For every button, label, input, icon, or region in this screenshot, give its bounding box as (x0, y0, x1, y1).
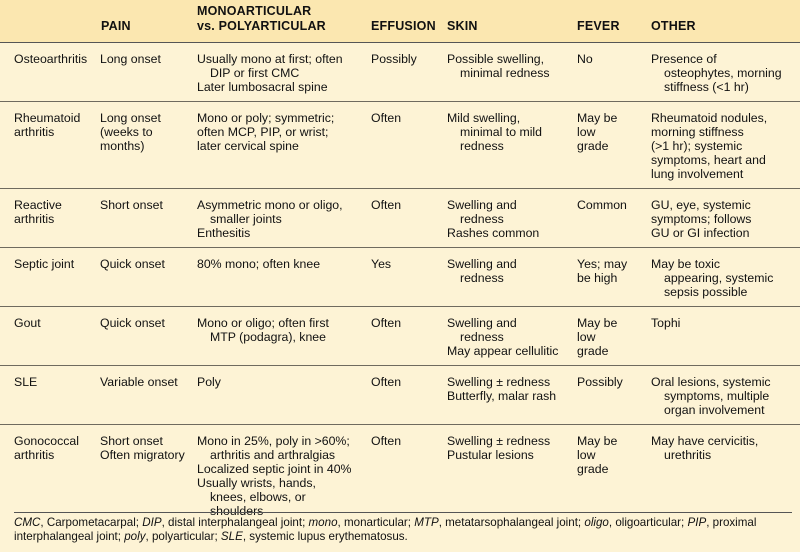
cell-line: urethritis (664, 448, 712, 462)
cell-line: May appear cellulitic (447, 344, 559, 358)
footnote-term: DIP (142, 516, 162, 529)
cell-line: May be toxic (651, 257, 721, 271)
articular-cell (197, 248, 371, 307)
cell-line: Localized septic joint in 40% (197, 462, 352, 476)
effusion-cell (371, 248, 447, 307)
cell-line: Swelling and (447, 257, 517, 271)
cell-line: months) (100, 139, 145, 153)
fever-cell (577, 366, 651, 425)
cell-line: osteophytes, morning (664, 66, 782, 80)
cell-line: Gout (14, 316, 41, 330)
pain-cell (100, 189, 197, 248)
cell-line: GU, eye, systemic (651, 198, 751, 212)
cell-line: arthritis (14, 212, 55, 226)
skin-cell (447, 425, 577, 526)
other-cell (651, 248, 800, 307)
cell-line: minimal to mild (460, 125, 542, 139)
cell-line: Often (371, 316, 402, 330)
other-cell (651, 307, 800, 366)
effusion-cell (371, 102, 447, 189)
footnote-term: MTP (414, 516, 439, 529)
cell-line: No (577, 52, 593, 66)
cell-line: Rheumatoid nodules, (651, 111, 768, 125)
cell-line: redness (460, 330, 504, 344)
cell-line: Poly (197, 375, 221, 389)
cell-line: minimal redness (460, 66, 550, 80)
cell-line: MTP (podagra), knee (210, 330, 326, 344)
footnote-term: SLE (220, 530, 243, 543)
cell-line: 80% mono; often knee (197, 257, 321, 271)
footnote (14, 512, 792, 544)
condition-cell (0, 366, 100, 425)
header-effusion: EFFUSION (371, 19, 436, 33)
footnote-term: mono (308, 516, 338, 529)
cell-line: redness (460, 212, 504, 226)
pain-cell (100, 307, 197, 366)
cell-line: May be (577, 434, 618, 448)
table-row (0, 248, 800, 307)
cell-line: Rashes common (447, 226, 540, 240)
cell-line: Short onset (100, 434, 163, 448)
cell-line: Quick onset (100, 316, 165, 330)
pain-cell (100, 102, 197, 189)
cell-line: Gonococcal (14, 434, 79, 448)
articular-cell (197, 102, 371, 189)
fever-cell (577, 189, 651, 248)
cell-line: low (577, 125, 596, 139)
effusion-cell (371, 43, 447, 102)
cell-line: Possible swelling, (447, 52, 545, 66)
articular-cell (197, 307, 371, 366)
cell-line: May be (577, 111, 618, 125)
cell-line: Often migratory (100, 448, 185, 462)
effusion-cell (371, 425, 447, 526)
footnote-def: , oligoarticular; (608, 516, 688, 529)
articular-cell (197, 189, 371, 248)
arthritis-comparison-table (0, 42, 800, 525)
cell-line: grade (577, 139, 609, 153)
cell-line: SLE (14, 375, 38, 389)
pain-cell (100, 425, 197, 526)
cell-line: Possibly (577, 375, 623, 389)
cell-line: (weeks to (100, 125, 153, 139)
cell-line: often MCP, PIP, or wrist; (197, 125, 329, 139)
cell-line: low (577, 330, 596, 344)
cell-line: Presence of (651, 52, 717, 66)
footnote-term: poly (124, 530, 146, 543)
cell-line: shoulders (210, 504, 264, 518)
cell-line: Long onset (100, 52, 161, 66)
cell-line: Swelling and (447, 316, 517, 330)
skin-cell (447, 307, 577, 366)
cell-line: Mono or oligo; often first (197, 316, 329, 330)
table-body (0, 43, 800, 526)
cell-line: symptoms, multiple (664, 389, 770, 403)
cell-line: Mono or poly; symmetric; (197, 111, 335, 125)
cell-line: arthritis (14, 125, 55, 139)
cell-line: Tophi (651, 316, 681, 330)
skin-cell (447, 366, 577, 425)
cell-line: be high (577, 271, 618, 285)
header-articular-line2: vs. POLYARTICULAR (197, 19, 326, 33)
cell-line: Often (371, 111, 402, 125)
cell-line: Often (371, 375, 402, 389)
fever-cell (577, 307, 651, 366)
footnote-term: PIP (687, 516, 707, 529)
pain-cell (100, 43, 197, 102)
cell-line: Often (371, 434, 402, 448)
cell-line: May be (577, 316, 618, 330)
cell-line: Quick onset (100, 257, 165, 271)
cell-line: low (577, 448, 596, 462)
skin-cell (447, 43, 577, 102)
cell-line: May have cervicitis, (651, 434, 759, 448)
cell-line: redness (460, 139, 504, 153)
cell-line: Reactive (14, 198, 62, 212)
footnote-def: , systemic lupus erythematosus. (242, 530, 408, 543)
cell-line: Mild swelling, (447, 111, 521, 125)
cell-line: GU or GI infection (651, 226, 750, 240)
effusion-cell (371, 366, 447, 425)
header-articular (197, 4, 326, 34)
cell-line: smaller joints (210, 212, 282, 226)
cell-line: Variable onset (100, 375, 178, 389)
other-cell (651, 43, 800, 102)
footnote-term: CMC (14, 516, 41, 529)
table-header (0, 0, 800, 42)
footnote-def: , distal interphalangeal joint; (161, 516, 309, 529)
effusion-cell (371, 189, 447, 248)
fever-cell (577, 102, 651, 189)
cell-line: later cervical spine (197, 139, 299, 153)
table-row (0, 307, 800, 366)
cell-line: Pustular lesions (447, 448, 534, 462)
condition-cell (0, 248, 100, 307)
cell-line: Mono in 25%, poly in >60%; (197, 434, 350, 448)
cell-line: Usually mono at first; often (197, 52, 343, 66)
skin-cell (447, 248, 577, 307)
table-row (0, 43, 800, 102)
cell-line: Long onset (100, 111, 161, 125)
footnote-def: , proximal interphalangeal joint; (14, 516, 757, 543)
condition-cell (0, 189, 100, 248)
articular-cell (197, 425, 371, 526)
cell-line: Asymmetric mono or oligo, (197, 198, 343, 212)
fever-cell (577, 43, 651, 102)
cell-line: grade (577, 344, 609, 358)
cell-line: appearing, systemic (664, 271, 774, 285)
header-fever: FEVER (577, 19, 620, 33)
effusion-cell (371, 307, 447, 366)
cell-line: Swelling and (447, 198, 517, 212)
table-row (0, 102, 800, 189)
cell-line: sepsis possible (664, 285, 748, 299)
cell-line: arthritis (14, 448, 55, 462)
cell-line: Common (577, 198, 627, 212)
cell-line: organ involvement (664, 403, 765, 417)
cell-line: Usually wrists, hands, (197, 476, 316, 490)
table-row (0, 189, 800, 248)
header-articular-line1: MONOARTICULAR (197, 4, 312, 18)
condition-cell (0, 102, 100, 189)
articular-cell (197, 366, 371, 425)
condition-cell (0, 307, 100, 366)
cell-line: knees, elbows, or (210, 490, 306, 504)
pain-cell (100, 248, 197, 307)
header-skin: SKIN (447, 19, 478, 33)
footnote-def: , monarticular; (337, 516, 415, 529)
cell-line: arthritis and arthralgias (210, 448, 336, 462)
cell-line: (>1 hr); systemic (651, 139, 743, 153)
cell-line: stiffness (<1 hr) (664, 80, 749, 94)
other-cell (651, 102, 800, 189)
cell-line: Often (371, 198, 402, 212)
footnote-def: , metatarsophalangeal joint; (438, 516, 585, 529)
table-row (0, 425, 800, 526)
cell-line: Oral lesions, systemic (651, 375, 771, 389)
header-pain: PAIN (101, 19, 131, 33)
skin-cell (447, 102, 577, 189)
other-cell (651, 425, 800, 526)
cell-line: Yes; may (577, 257, 628, 271)
cell-line: Swelling ± redness (447, 375, 551, 389)
cell-line: symptoms; follows (651, 212, 752, 226)
fever-cell (577, 425, 651, 526)
footnote-term: oligo (584, 516, 609, 529)
footnote-def: , polyarticular; (145, 530, 221, 543)
cell-line: Short onset (100, 198, 163, 212)
cell-line: Possibly (371, 52, 417, 66)
cell-line: Later lumbosacral spine (197, 80, 328, 94)
fever-cell (577, 248, 651, 307)
cell-line: lung involvement (651, 167, 744, 181)
table-row (0, 366, 800, 425)
cell-line: Butterfly, malar rash (447, 389, 557, 403)
cell-line: redness (460, 271, 504, 285)
skin-cell (447, 189, 577, 248)
cell-line: Yes (371, 257, 392, 271)
pain-cell (100, 366, 197, 425)
cell-line: symptoms, heart and (651, 153, 766, 167)
footnote-def: , Carpometacarpal; (40, 516, 143, 529)
cell-line: Osteoarthritis (14, 52, 88, 66)
header-other: OTHER (651, 19, 696, 33)
other-cell (651, 189, 800, 248)
cell-line: Swelling ± redness (447, 434, 551, 448)
condition-cell (0, 43, 100, 102)
cell-line: Rheumatoid (14, 111, 81, 125)
cell-line: DIP or first CMC (210, 66, 300, 80)
articular-cell (197, 43, 371, 102)
cell-line: morning stiffness (651, 125, 744, 139)
cell-line: Septic joint (14, 257, 75, 271)
condition-cell (0, 425, 100, 526)
other-cell (651, 366, 800, 425)
cell-line: grade (577, 462, 609, 476)
cell-line: Enthesitis (197, 226, 251, 240)
